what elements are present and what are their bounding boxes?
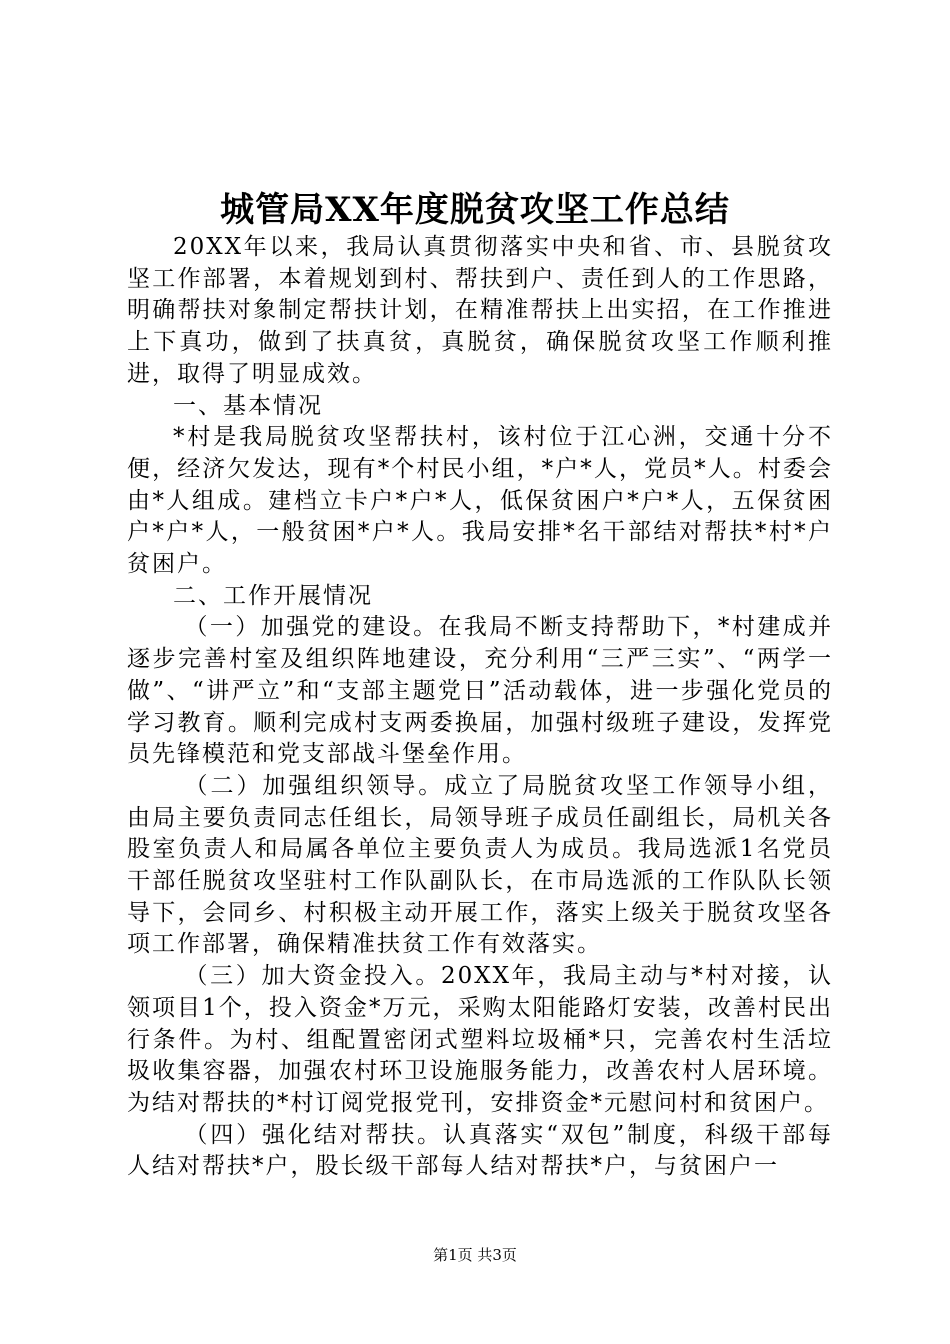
paragraph-pairing: （四）强化结对帮扶。认真落实“双包”制度，科级干部每人结对帮扶*户，股长级干部每人结对帮扶*户，与贫困户一	[127, 1121, 833, 1180]
section-heading-basic: 一、基本情况	[173, 392, 323, 419]
paragraph-leadership: （二）加强组织领导。成立了局脱贫攻坚工作领导小组，由局主要负责同志任组长，局领导班子成员任副组长，局机关各股室负责人和局属各单位主要负责人为成员。我局选派1名党员干部任脱贫攻坚驻村工作队副队长，在市局选派的工作队队长领导下，会同乡、村积极主动开展工作，落实上级关于脱贫攻坚各项工作部署，确保精准扶贫工作有效落实。	[127, 772, 833, 958]
paragraph-intro: 20XX年以来，我局认真贯彻落实中央和省、市、县脱贫攻坚工作部署，本着规划到村、帮扶到户、责任到人的工作思路，明确帮扶对象制定帮扶计划，在精准帮扶上出实招，在工作推进上下真功，做到了扶真贫，真脱贫，确保脱贫攻坚工作顺利推进，取得了明显成效。	[127, 234, 833, 387]
paragraph-funding: （三）加大资金投入。20XX年，我局主动与*村对接，认领项目1个，投入资金*万元，采购太阳能路灯安装，改善村民出行条件。为村、组配置密闭式塑料垃圾桶*只，完善农村生活垃圾收集容器，加强农村环卫设施服务能力，改善农村人居环境。为结对帮扶的*村订阅党报党刊，安排资金*元慰问村和贫困户。	[127, 963, 833, 1116]
paragraph-basic-info: *村是我局脱贫攻坚帮扶村，该村位于江心洲，交通十分不便，经济欠发达，现有*个村民小组，*户*人，党员*人。村委会由*人组成。建档立卡户*户*人，低保贫困户*户*人，五保贫困户*户*人，一般贫困*户*人。我局安排*名干部结对帮扶*村*户贫困户。	[127, 424, 833, 578]
page-number: 第1页 共3页	[433, 1246, 517, 1264]
paragraph-party-building: （一）加强党的建设。在我局不断支持帮助下，*村建成并逐步完善村室及组织阵地建设，充分利用“三严三实”、“两学一做”、“讲严立”和“支部主题党日”活动载体，进一步强化党员的学习教育。顺利完成村支两委换届，加强村级班子建设，发挥党员先锋模范和党支部战斗堡垒作用。	[127, 614, 833, 768]
section-heading-work: 二、工作开展情况	[173, 582, 373, 609]
document-title: 城管局XX年度脱贫攻坚工作总结	[220, 190, 730, 230]
document-body	[127, 232, 833, 1183]
